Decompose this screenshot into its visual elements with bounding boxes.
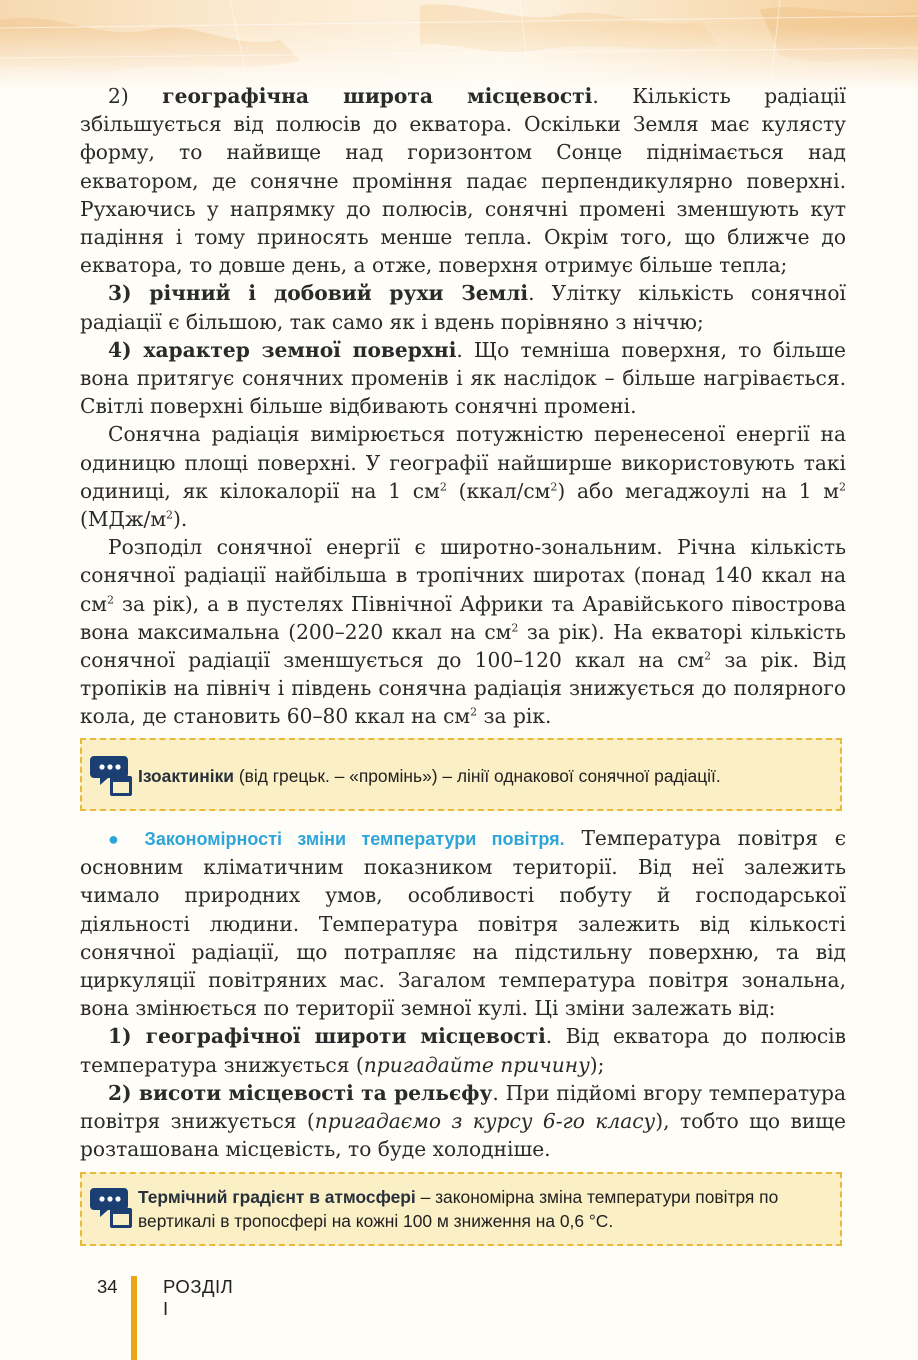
section-heading: ● Закономірності зміни температури повітря. [108,829,565,849]
definition-box-thermal-gradient [80,1172,842,1246]
definition-text: Термічний градієнт в атмосфері – закономірна зміна температури повітря по вертикалі в тропосфері на кожні 100 м зниження на 0,6 °С. [138,1187,779,1231]
main-text [80,82,846,731]
paragraph-earth-motion: 3) річний і добовий рухи Землі. Улітку кількість сонячної радіації є більшою, так само як і вдень порівняно з ніччю; [80,281,846,334]
footer-accent-bar [131,1276,137,1360]
definition-text: Ізоактиніки (від грецьк. – «промінь») – лінії однакової сонячної радіації. [138,766,721,786]
paragraph-surface-character: 4) характер земної поверхні. Що темніша поверхня, то більше вона притягує сонячних променів і як наслідок – більше нагрівається. Світлі поверхні більше відбивають сонячні промені. [80,337,847,419]
header-map-decoration [0,0,918,90]
paragraph-altitude-temp: 2) висоти місцевості та рельєфу. При підйомі вгору температура повітря знижується (пригадаємо з курсу 6-го класу), тобто що вище розташована місцевість, то буде холодніше. [80,1080,846,1162]
paragraph-temperature-patterns: ● Закономірності зміни температури повітря. Температура повітря є основним кліматичним показником території. Від неї залежить чимало природних умов, особливості побуту й господарської діяльності людини. Температура повітря залежить від кількості сонячної радіації, що потрапляє на підстильну поверхню, та від циркуляції повітряних мас. Загалом температура повітря зональна, вона змінюється по території земної кулі. Ці зміни залежать від: [80,826,847,1021]
chat-book-icon [90,1184,134,1236]
paragraph-radiation-units: Сонячна радіація вимірюється потужністю перенесеної енергії на одиницю площі поверхні. У географії найширше використовують такі одиниці, як кілокалорії на 1 $см^2$ $(ккал/см^2)$ або мегаджоулі на 1 $м^2$ $(МДж/м^2)$. [80,422,847,532]
definition-box-isoactinics [80,738,842,811]
definition-term: Термічний градієнт в атмосфері [138,1187,416,1207]
main-text-continued [80,824,846,1163]
section-label: РОЗДІЛ І [163,1276,234,1319]
chat-book-icon [90,752,134,804]
paragraph-latitude-temp: 1) географічної широти місцевості. Від екватора до полюсів температура знижується (пригадайте причину); [80,1024,846,1077]
paragraph-latitude: 2) географічна широта місцевості. Кількість радіації збільшується від полюсів до екватора. Оскільки Земля має кулясту форму, то найвище над горизонтом Сонце піднімається над екватором, де сонячне проміння падає перпендикулярно поверхні. Рухаючись у напрямку до полюсів, сонячні промені зменшують кут падіння і тому приносять менше тепла. Окрім того, що ближче до екватора, то довше день, а отже, поверхня отримує більше тепла; [80,84,846,278]
paragraph-energy-distribution: Розподіл сонячної енергії є широтно-зональним. Річна кількість сонячної радіації найбільша в тропічних широтах (понад 140 ккал на $см^2$ за рік), а в пустелях Північної Африки та Аравійського півострова вона максимальна (200–220 ккал на $см^2$ за рік). На екваторі кількість сонячної радіації зменшується до 100–120 ккал на $см^2$ за рік. Від тропіків на північ і південь сонячна радіація знижується до полярного кола, де становить 60–80 ккал на $см^2$ за рік. [80,535,847,729]
page-number: 34 [97,1276,118,1297]
definition-term: Ізоактиніки [138,766,234,786]
